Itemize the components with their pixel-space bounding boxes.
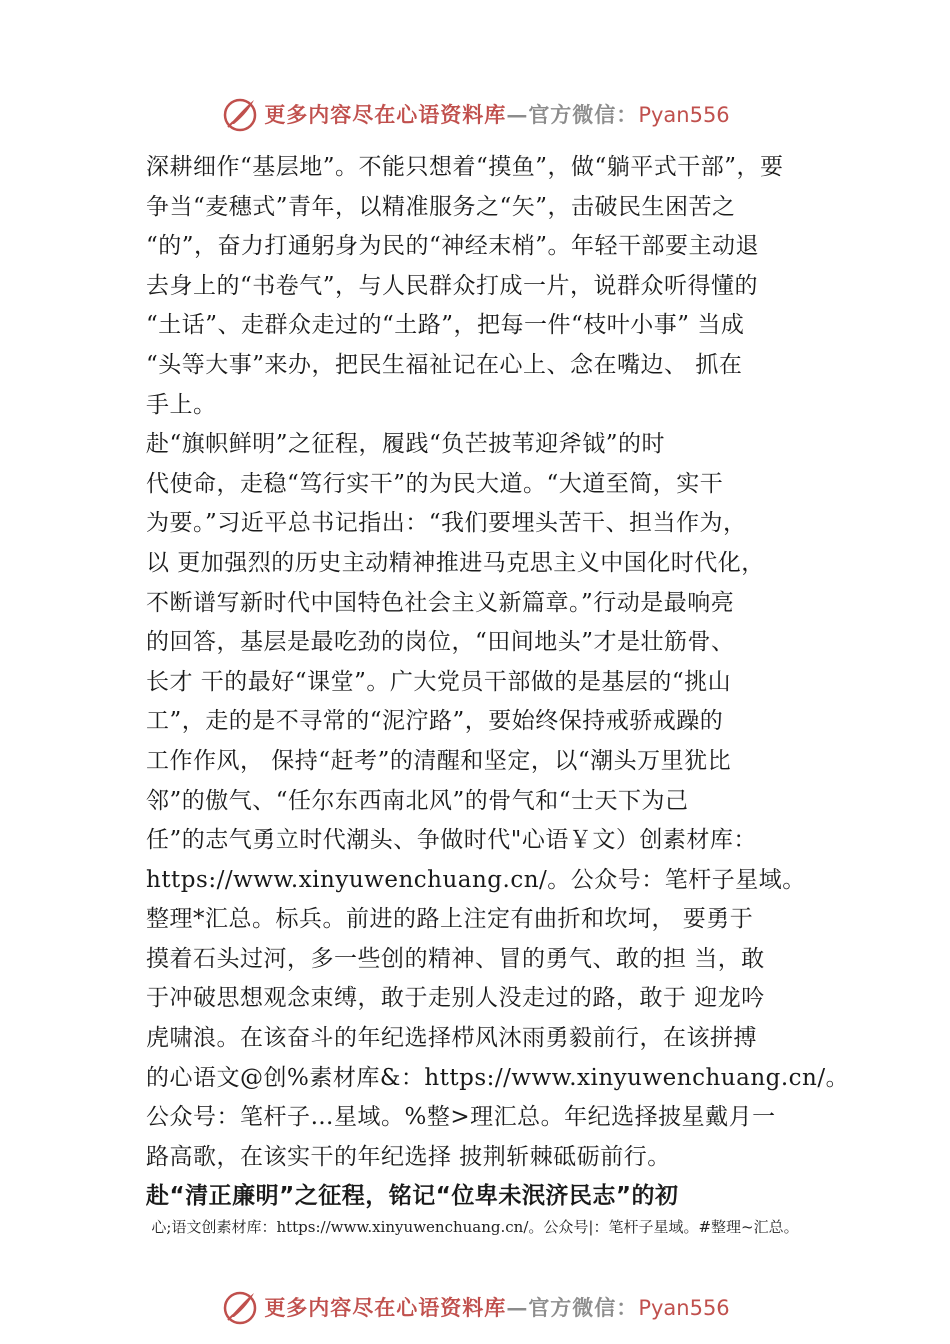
text-line: 长才 干的最好“课堂”。广大党员干部做的是基层的“挑山 [146, 668, 732, 695]
banner-grey-text: —官方微信： [506, 102, 639, 127]
text-line: 以 更加强烈的历史主动精神推进马克思主义中国化时代化， [146, 549, 765, 576]
footer-text: 心;语文创素材库：https://www.xinyuwenchuang.cn/。公众号|：笔杆子星域。#整理~汇总。 [151, 1218, 799, 1236]
text-line: https://www.xinyuwenchuang.cn/。公众号：笔杆子星域。 [146, 866, 806, 893]
text-line: 摸着石头过河，多一些创的精神、冒的勇气、敢的担 当，敢 [146, 945, 765, 972]
text-line: 公众号：笔杆子…星域。%整>理汇总。年纪选择披星戴月一 [146, 1104, 776, 1131]
text-line: 工作作风， 保持“赶考”的清醒和坚定，以“潮头万里犹比 [146, 747, 732, 774]
text-line: 整理*汇总。标兵。前进的路上注定有曲折和坎坷， 要勇于 [146, 906, 754, 933]
banner-wechat-id: Pyan556 [638, 103, 730, 127]
banner-text [264, 99, 729, 129]
text-line: 虎啸浪。在该奋斗的年纪选择栉风沐雨勇毅前行，在该拼搏 [146, 1025, 757, 1052]
text-line: 的回答，基层是最吃劲的岗位，“田间地头”才是壮筋骨、 [146, 629, 735, 656]
text-line: “的”，奋力打通躬身为民的“神经末梢”。年轻干部要主动退 [146, 233, 760, 260]
text-line: 于冲破思想观念束缚，敢于走别人没走过的路，敢于 迎龙吟 [146, 985, 765, 1012]
text-line: 邻”的傲气、“任尔东西南北风”的骨气和“士天下为己 [146, 787, 689, 814]
text-line: “头等大事”来办，把民生福祉记在心上、念在嘴边、 抓在 [146, 351, 743, 378]
text-line: 不断谱写新时代中国特色社会主义新篇章。”行动是最响亮 [146, 589, 735, 616]
text-line: 路高歌，在该实干的年纪选择 披荆斩棘砥砺前行。 [146, 1143, 671, 1170]
text-line: 赴“旗帜鲜明”之征程，履践“负芒披苇迎斧钺”的时 [146, 431, 666, 458]
banner-wechat-id: Pyan556 [638, 1296, 730, 1320]
text-line: 手上。 [146, 391, 217, 418]
quill-seal-logo-icon [220, 94, 260, 134]
quill-seal-logo-icon [220, 1287, 260, 1327]
text-line: 争当“麦穗式”青年，以精准服务之“矢”，击破民生困苦之 [146, 193, 736, 220]
banner-text [264, 1292, 729, 1322]
text-line: 的心语文@创%素材库&：https://www.xinyuwenchuang.cn/。 [146, 1064, 850, 1091]
text-line: 为要。”习近平总书记指出：“我们要埋头苦干、担当作为， [146, 510, 747, 537]
text-line: 深耕细作“基层地”。不能只想着“摸鱼”，做“躺平式干部”，要 [146, 154, 784, 180]
document-body [146, 148, 850, 1217]
text-line: 任”的志气勇立时代潮头、争做时代"心语￥文）创素材库： [146, 827, 757, 854]
banner-grey-text: —官方微信： [506, 1295, 639, 1320]
footer-banner [0, 1285, 950, 1329]
banner-red-text: 更多内容尽在心语资料库 [264, 102, 507, 127]
text-line: 去身上的“书卷气”，与人民群众打成一片，说群众听得懂的 [146, 272, 759, 299]
section-heading-line: 赴“清正廉明”之征程，铭记“位卑未泯济民志”的初 [146, 1183, 679, 1210]
text-line: 代使命，走稳“笃行实干”的为民大道。“大道至简，实干 [146, 470, 724, 497]
banner-red-text: 更多内容尽在心语资料库 [264, 1295, 507, 1320]
text-line: 工”，走的是不寻常的“泥泞路”，要始终保持戒骄戒躁的 [146, 708, 724, 735]
text-line: “土话”、走群众走过的“土路”，把每一件“枝叶小事” 当成 [146, 312, 745, 339]
header-banner [0, 92, 950, 136]
